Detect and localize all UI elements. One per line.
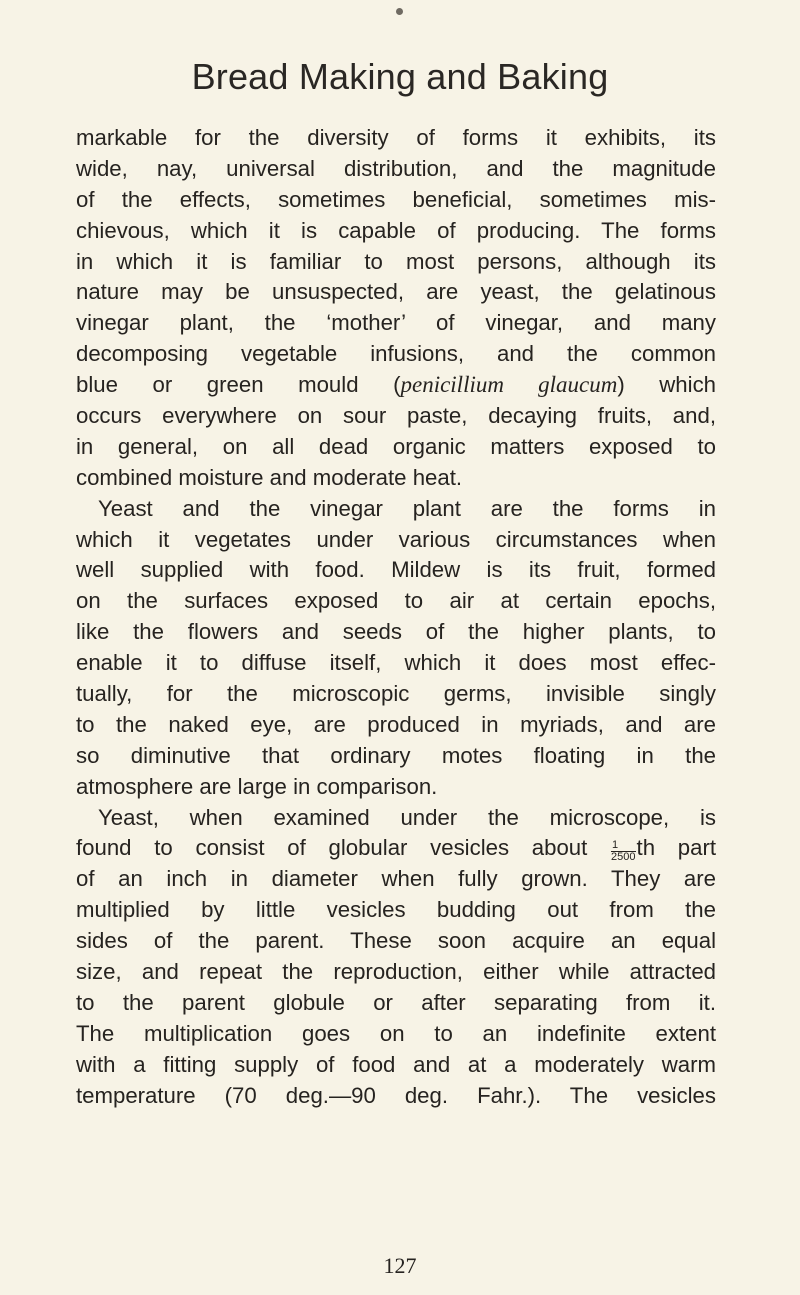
text-line-with-fraction xyxy=(76,833,716,864)
text-line: wide, nay, universal distribution, and the magnitude xyxy=(76,155,716,181)
text-line: with a fitting supply of food and at a moderately warm xyxy=(76,1051,716,1077)
text-line: in which it is familiar to most persons, although its xyxy=(76,248,716,274)
fraction-denominator: 2500 xyxy=(611,851,636,864)
fraction xyxy=(611,840,635,863)
text-segment: ) which xyxy=(617,372,717,398)
text-line: so diminutive that ordinary motes floating in the xyxy=(76,742,716,768)
text-line: decomposing vegetable infusions, and the common xyxy=(76,341,716,367)
text-line: markable for the diversity of forms it exhibits, its xyxy=(76,125,716,150)
text-line: The multiplication goes on to an indefinite extent xyxy=(76,1020,716,1046)
text-line: chievous, which it is capable of producing. The forms xyxy=(76,217,716,243)
text-line-with-italic xyxy=(76,370,716,401)
text-line: multiplied by little vesicles budding out from the xyxy=(76,897,716,923)
body-text xyxy=(76,123,716,1112)
text-line: of the effects, sometimes beneficial, sometimes mis- xyxy=(76,186,716,212)
latin-species-name: penicillium glaucum xyxy=(400,372,618,398)
text-segment: blue or green mould ( xyxy=(76,372,401,398)
text-line: temperature (70 deg.—90 deg. Fahr.). The vesicles xyxy=(76,1082,716,1108)
page-number: 127 xyxy=(383,1253,417,1278)
text-line: tually, for the microscopic germs, invisible singly xyxy=(76,681,716,707)
text-line: combined moisture and moderate heat. xyxy=(76,464,463,490)
text-line: vinegar plant, the ‘mother’ of vinegar, and many xyxy=(76,310,716,336)
text-line: in general, on all dead organic matters exposed to xyxy=(76,433,716,459)
text-line: occurs everywhere on sour paste, decaying fruits, and, xyxy=(76,403,716,429)
text-line: which it vegetates under various circumstances when xyxy=(76,526,716,552)
text-line: to the naked eye, are produced in myriads, and are xyxy=(76,711,716,737)
text-line: on the surfaces exposed to air at certain epochs, xyxy=(76,588,716,614)
text-line: sides of the parent. These soon acquire an equal xyxy=(76,928,716,954)
text-line: like the flowers and seeds of the higher plants, to xyxy=(76,619,716,645)
text-line: of an inch in diameter when fully grown. They are xyxy=(76,866,716,892)
fraction-numerator: 1 xyxy=(611,840,635,852)
text-segment: found to consist of globular vesicles about xyxy=(76,835,611,861)
text-line: size, and repeat the reproduction, either while attracted xyxy=(76,959,716,985)
text-line: well supplied with food. Mildew is its fruit, formed xyxy=(76,557,716,583)
text-line: atmosphere are large in comparison. xyxy=(76,773,438,799)
text-segment: th part xyxy=(636,835,716,861)
text-line: Yeast and the vinegar plant are the forms in xyxy=(98,495,716,521)
running-title: Bread Making and Baking xyxy=(191,56,609,97)
text-line: to the parent globule or after separating from it. xyxy=(76,989,716,1015)
printer-dot xyxy=(396,8,403,15)
text-line: Yeast, when examined under the microscope, is xyxy=(98,804,716,830)
text-line: enable it to diffuse itself, which it does most effec- xyxy=(76,650,716,676)
text-line: nature may be unsuspected, are yeast, the gelatinous xyxy=(76,279,716,305)
